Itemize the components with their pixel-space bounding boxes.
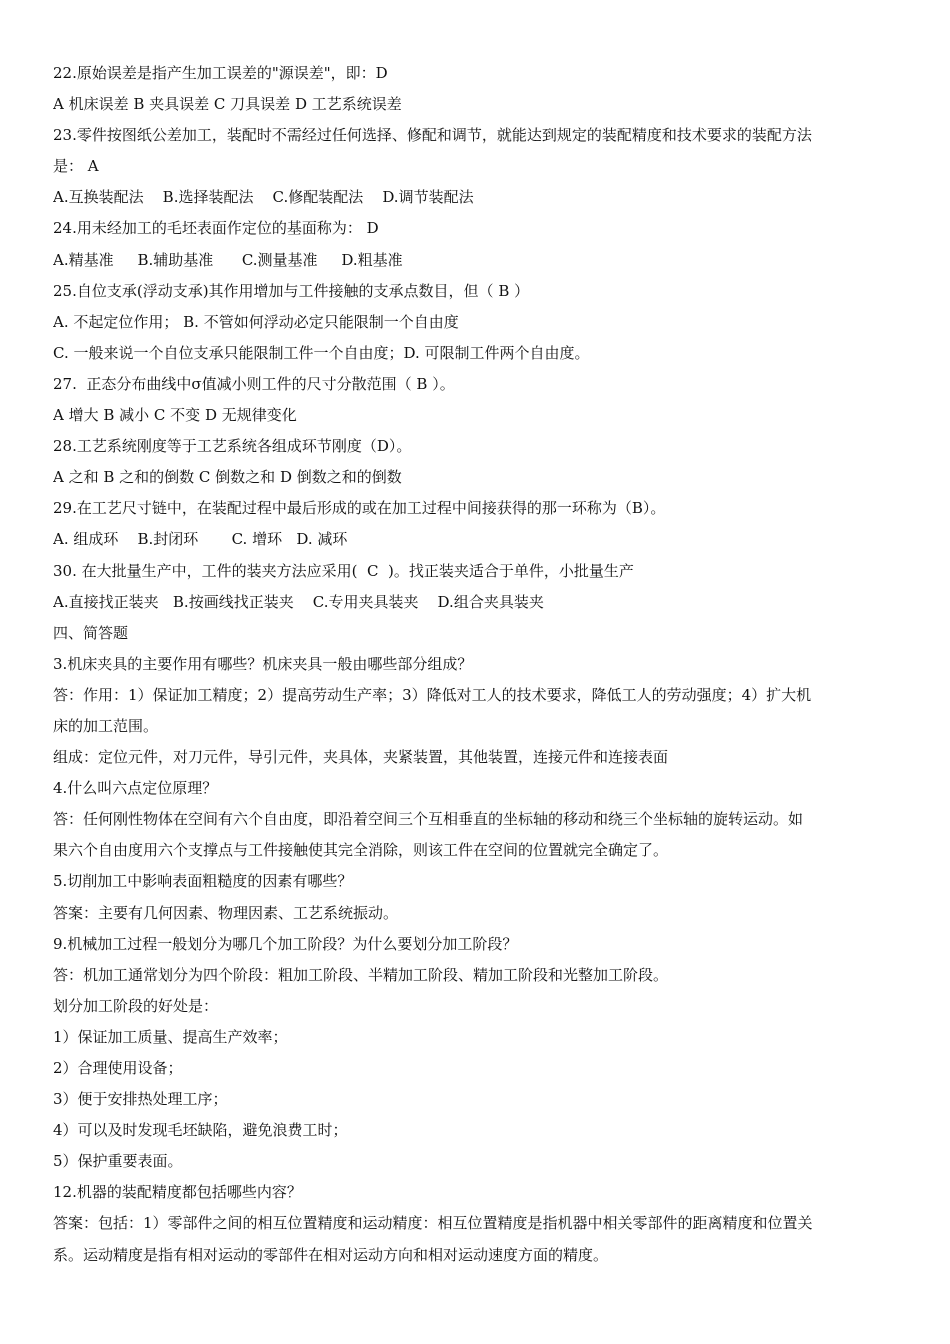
- question-23-options: A.互换装配法 B.选择装配法 C.修配装配法 D.调节装配法: [53, 188, 474, 207]
- short-question-4: 4.什么叫六点定位原理？: [53, 779, 218, 798]
- answer-9-benefit-4: 4）可以及时发现毛坯缺陷，避免浪费工时；: [53, 1121, 348, 1140]
- answer-3-line-2: 床的加工范围。: [53, 716, 159, 735]
- question-29-options: A. 组成环 B.封闭环 C. 增环 D. 减环: [53, 530, 348, 549]
- section-heading: 四、简答题: [53, 623, 129, 642]
- document-page: [53, 58, 903, 1271]
- short-question-3: 3.机床夹具的主要作用有哪些？机床夹具一般由哪些部分组成？: [53, 654, 473, 673]
- answer-3-composition: 组成：定位元件，对刀元件，导引元件，夹具体，夹紧装置，其他装置，连接元件和连接表面: [53, 748, 669, 767]
- answer-4-line-2: 果六个自由度用六个支撑点与工件接触使其完全消除，则该工件在空间的位置就完全确定了。: [53, 841, 669, 860]
- question-25-options-ab: A. 不起定位作用； B. 不管如何浮动必定只能限制一个自由度: [53, 312, 459, 331]
- short-question-9: 9.机械加工过程一般划分为哪几个加工阶段？为什么要划分加工阶段？: [53, 934, 518, 953]
- answer-9-benefit-3: 3）便于安排热处理工序；: [53, 1090, 228, 1109]
- short-question-5: 5.切削加工中影响表面粗糙度的因素有哪些？: [53, 872, 353, 891]
- answer-9-line-1: 答：机加工通常划分为四个阶段：粗加工阶段、半精加工阶段、精加工阶段和光整加工阶段。: [53, 965, 669, 984]
- answer-9-benefit-5: 5）保护重要表面。: [53, 1152, 183, 1171]
- question-28-options: A 之和 B 之和的倒数 C 倒数之和 D 倒数之和的倒数: [53, 468, 402, 487]
- answer-12-line-1: 答案：包括：1）零部件之间的相互位置精度和运动精度：相互位置精度是指机器中相关零部件的距离精度和位置关: [53, 1214, 813, 1233]
- answer-9-benefit-1: 1）保证加工质量、提高生产效率；: [53, 1027, 288, 1046]
- answer-4-line-1: 答：任何刚性物体在空间有六个自由度，即沿着空间三个互相垂直的坐标轴的移动和绕三个坐标轴的旋转运动。如: [53, 810, 804, 829]
- question-28: 28.工艺系统刚度等于工艺系统各组成环节刚度（D）。: [53, 437, 412, 456]
- answer-12-line-2: 系。运动精度是指有相对运动的零部件在相对运动方向和相对运动速度方面的精度。: [53, 1245, 609, 1264]
- question-30-options: A.直接找正装夹 B.按画线找正装夹 C.专用夹具装夹 D.组合夹具装夹: [53, 592, 544, 611]
- answer-9-benefit-2: 2）合理使用设备；: [53, 1059, 183, 1077]
- answer-9-benefits-heading: 划分加工阶段的好处是：: [53, 996, 219, 1015]
- question-23: 23.零件按图纸公差加工，装配时不需经过任何选择、修配和调节，就能达到规定的装配精度和技术要求的装配方法: [53, 126, 812, 145]
- short-question-12: 12.机器的装配精度都包括哪些内容？: [53, 1183, 302, 1202]
- question-24: 24.用未经加工的毛坯表面作定位的基面称为： D: [53, 219, 379, 238]
- answer-3-line-1: 答：作用：1）保证加工精度；2）提高劳动生产率；3）降低对工人的技术要求，降低工人的劳动强度；4）扩大机: [53, 685, 812, 704]
- question-30: 30. 在大批量生产中，工件的装夹方法应采用( C )。找正装夹适合于单件，小批量生产: [53, 561, 634, 580]
- question-25: 25.自位支承(浮动支承)其作用增加与工件接触的支承点数目，但（ B ）: [53, 281, 530, 300]
- answer-5: 答案：主要有几何因素、物理因素、工艺系统振动。: [53, 903, 399, 922]
- question-23-answer: 是： A: [53, 157, 99, 176]
- question-22: 22.原始误差是指产生加工误差的"源误差"，即：D: [53, 64, 388, 82]
- question-27-options: A 增大 B 减小 C 不变 D 无规律变化: [53, 406, 297, 425]
- question-29: 29.在工艺尺寸链中，在装配过程中最后形成的或在加工过程中间接获得的那一环称为（B）。: [53, 499, 666, 518]
- question-25-options-cd: C. 一般来说一个自位支承只能限制工件一个自由度；D. 可限制工件两个自由度。: [53, 343, 590, 362]
- question-22-options: A 机床误差 B 夹具误差 C 刀具误差 D 工艺系统误差: [53, 95, 402, 114]
- question-27: 27. 正态分布曲线中σ值减小则工件的尺寸分散范围（ B ）。: [53, 374, 455, 393]
- question-24-options: A.精基准 B.辅助基准 C.测量基准 D.粗基准: [53, 250, 403, 269]
